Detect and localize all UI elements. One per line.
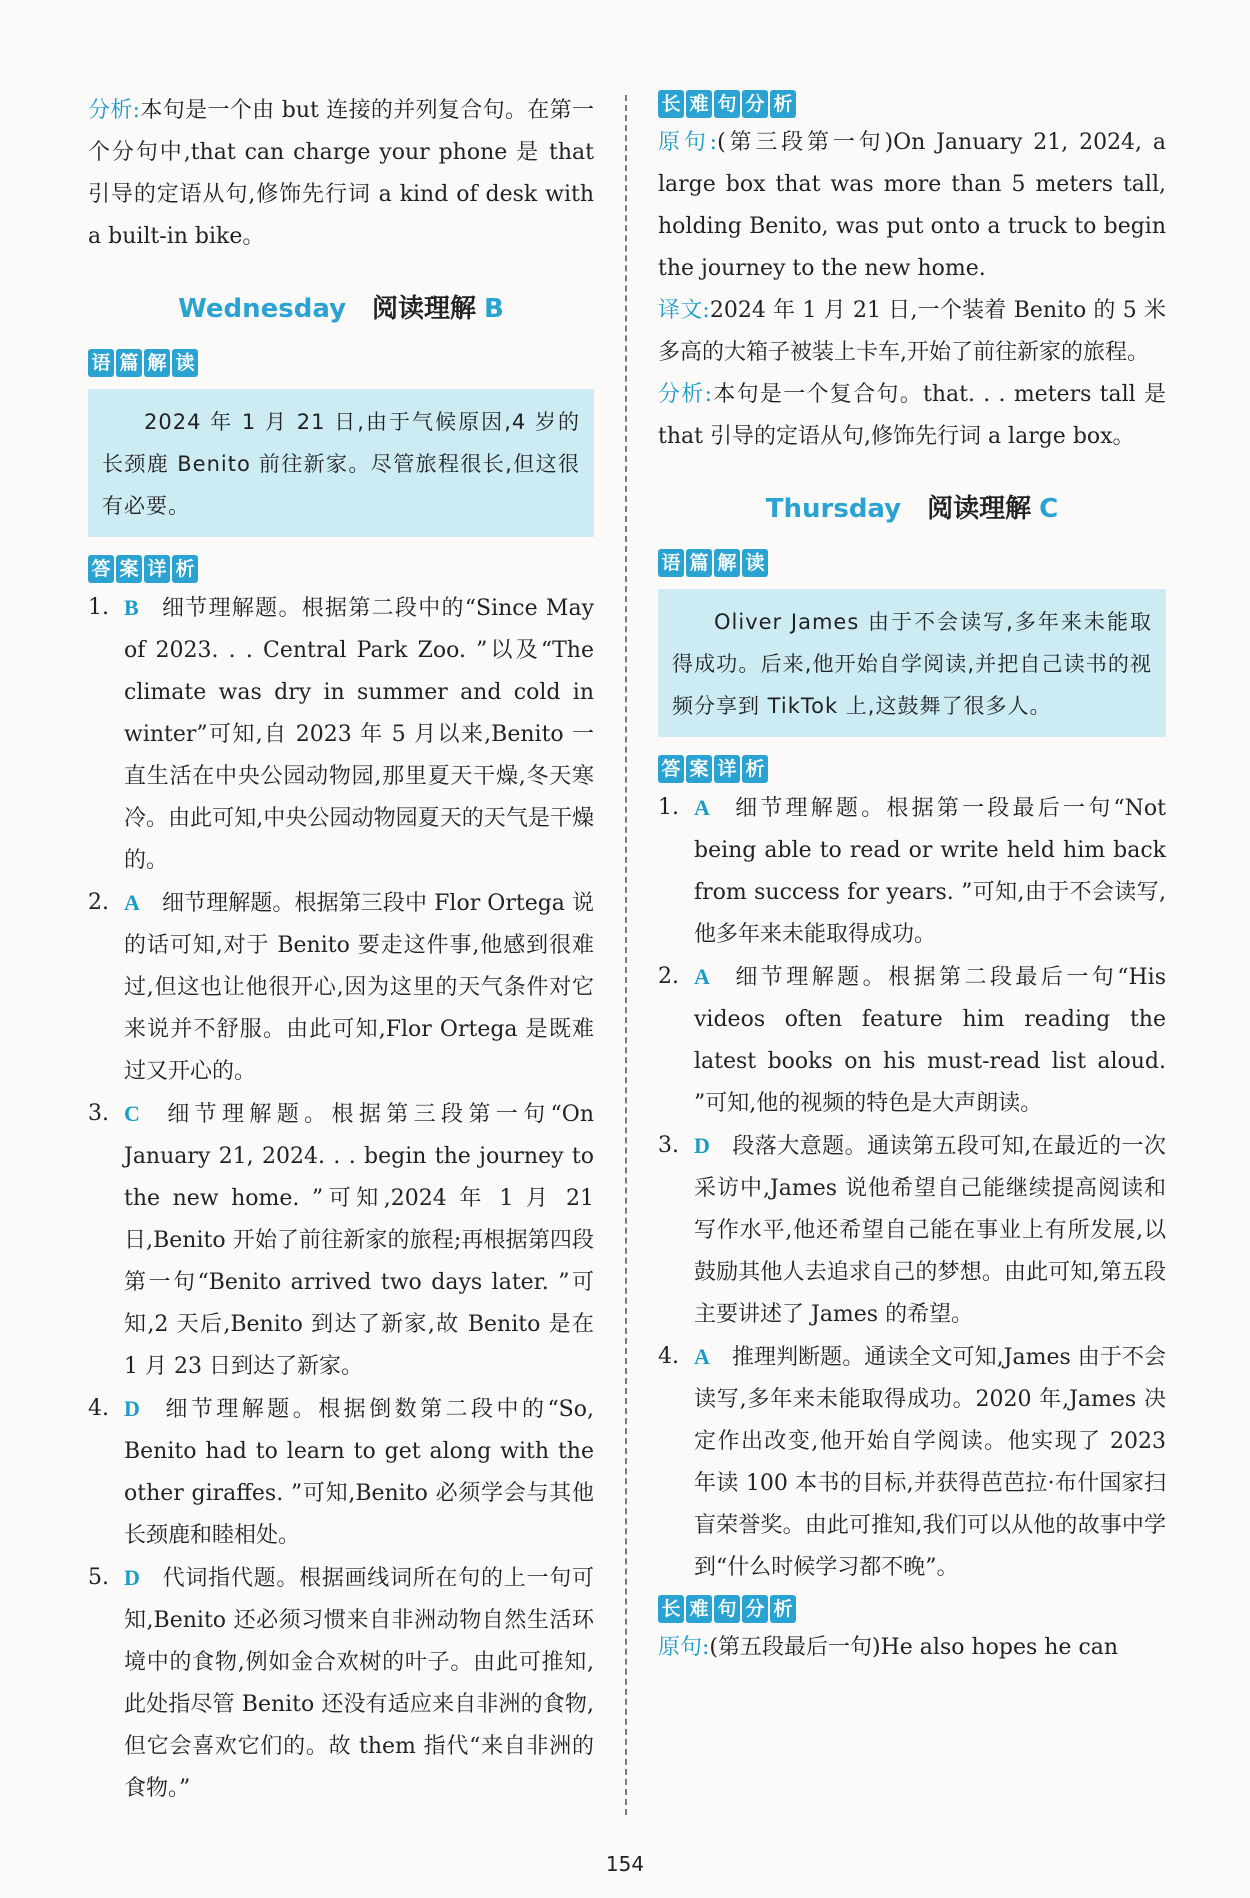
answer-letter: A bbox=[124, 890, 140, 915]
tag-char: 句 bbox=[714, 90, 740, 118]
intro-text: 本句是一个由 but 连接的并列复合句。在第一个分句中,that can charge your phone 是 that 引导的定语从句,修饰先行词 a kind of desk with a built-in bike。 bbox=[88, 98, 594, 249]
tag-char: 难 bbox=[686, 1595, 712, 1623]
explanation-text: 细节理解题。根据倒数第二段中的“So, Benito had to learn to get along with the other giraffes. ”可知,Benito 必须学会与其他长颈鹿和睦相处。 bbox=[124, 1397, 594, 1548]
answer-letter: D bbox=[124, 1396, 140, 1421]
tag-char: 详 bbox=[714, 755, 740, 783]
question-item bbox=[658, 1336, 1166, 1589]
answer-letter: A bbox=[694, 964, 710, 989]
orig-text: (第三段第一句)On January 21, 2024, a large box that was more than 5 meters tall, holding Benito, was put onto a truck to begin the journey to the new home. bbox=[658, 130, 1166, 281]
explanation-text: 细节理解题。根据第二段中的“Since May of 2023. . . Central Park Zoo. ”以及“The climate was dry in summer and cold in winter”可知,自 2023 年 5 月以来,Benito 一直生活在中央公园动物园,那里夏天干燥,冬天寒冷。由此可知,中央公园动物园夏天的天气是干燥的。 bbox=[124, 596, 594, 873]
long-sentence-tag-2 bbox=[658, 1595, 796, 1623]
heading-letter: B bbox=[484, 294, 504, 324]
tag-char: 语 bbox=[88, 349, 114, 377]
tag-char: 析 bbox=[770, 90, 796, 118]
answer-letter: B bbox=[124, 595, 139, 620]
summary-text: 2024 年 1 月 21 日,由于气候原因,4 岁的长颈鹿 Benito 前往新家。尽管旅程很长,但这很有必要。 bbox=[102, 410, 580, 518]
question-number: 3. bbox=[88, 1101, 109, 1126]
tag-char: 长 bbox=[658, 90, 684, 118]
explanation-text: 细节理解题。根据第二段最后一句“His videos often feature him reading the latest books on his must-read list aloud. ”可知,他的视频的特色是大声朗读。 bbox=[694, 965, 1166, 1116]
translation bbox=[658, 290, 1166, 374]
answer-letter: A bbox=[694, 795, 710, 820]
column-divider bbox=[625, 95, 627, 1815]
tag-char: 长 bbox=[658, 1595, 684, 1623]
tag-char: 案 bbox=[116, 555, 142, 583]
answers-tag bbox=[88, 555, 198, 583]
answer-letter: C bbox=[124, 1101, 140, 1126]
section-heading-wednesday bbox=[88, 288, 594, 325]
page-number: 154 bbox=[605, 1852, 645, 1876]
question-item bbox=[658, 956, 1166, 1125]
tag-char: 案 bbox=[686, 755, 712, 783]
tag-char: 答 bbox=[88, 555, 114, 583]
heading-title: 阅读理解 bbox=[927, 494, 1032, 524]
section-heading-thursday bbox=[658, 488, 1166, 525]
tag-char: 句 bbox=[714, 1595, 740, 1623]
tag-char: 篇 bbox=[686, 549, 712, 577]
question-item bbox=[658, 787, 1166, 956]
question-number: 2. bbox=[88, 890, 109, 915]
summary-tag bbox=[88, 349, 198, 377]
summary-tag bbox=[658, 549, 768, 577]
right-column bbox=[658, 90, 1166, 1669]
question-number: 4. bbox=[88, 1396, 109, 1421]
trans-text: 2024 年 1 月 21 日,一个装着 Benito 的 5 米多高的大箱子被装上卡车,开始了前往新家的旅程。 bbox=[658, 298, 1166, 365]
orig2-label: 原句: bbox=[658, 1635, 710, 1660]
answer-letter: D bbox=[694, 1133, 710, 1158]
tag-char: 析 bbox=[172, 555, 198, 583]
explanation-text: 段落大意题。通读第五段可知,在最近的一次采访中,James 说他希望自己能继续提高阅读和写作水平,他还希望自己能在事业上有所发展,以鼓励其他人去追求自己的梦想。由此可知,第五段主要讲述了 James 的希望。 bbox=[694, 1134, 1166, 1327]
intro-label: 分析: bbox=[88, 98, 141, 123]
tag-char: 解 bbox=[714, 549, 740, 577]
intro-analysis bbox=[88, 90, 594, 258]
original-sentence-2 bbox=[658, 1627, 1166, 1669]
ana-label: 分析: bbox=[658, 382, 713, 407]
question-number: 3. bbox=[658, 1133, 679, 1158]
tag-char: 读 bbox=[742, 549, 768, 577]
tag-char: 读 bbox=[172, 349, 198, 377]
question-item bbox=[88, 1093, 594, 1388]
trans-label: 译文: bbox=[658, 298, 710, 323]
heading-day: Thursday bbox=[765, 494, 902, 524]
explanation-text: 推理判断题。通读全文可知,James 由于不会读写,多年来未能取得成功。2020 年,James 决定作出改变,他开始自学阅读。他实现了 2023 年读 100 本书的目标,并获得芭芭拉·布什国家扫盲荣誉奖。由此可推知,我们可以从他的故事中学到“什么时候学习都不晚”。 bbox=[694, 1345, 1166, 1580]
tag-char: 篇 bbox=[116, 349, 142, 377]
left-column bbox=[88, 90, 594, 1810]
question-number: 4. bbox=[658, 1344, 679, 1369]
heading-day: Wednesday bbox=[178, 294, 347, 324]
explanation-text: 代词指代题。根据画线词所在句的上一句可知,Benito 还必须习惯来自非洲动物自然生活环境中的食物,例如金合欢树的叶子。由此可推知,此处指尽管 Benito 还没有适应来自非洲的食物,但它会喜欢它们的。故 them 指代“来自非洲的食物。” bbox=[124, 1566, 594, 1801]
tag-char: 解 bbox=[144, 349, 170, 377]
question-item bbox=[88, 1388, 594, 1557]
question-item bbox=[88, 882, 594, 1093]
sentence-analysis bbox=[658, 374, 1166, 458]
original-sentence bbox=[658, 122, 1166, 290]
answer-letter: D bbox=[124, 1565, 140, 1590]
heading-letter: C bbox=[1039, 494, 1059, 524]
explanation-text: 细节理解题。根据第一段最后一句“Not being able to read or write held him back from success for years. ”可知,由于不会读写,他多年来未能取得成功。 bbox=[694, 796, 1166, 947]
question-number: 5. bbox=[88, 1565, 109, 1590]
tag-char: 析 bbox=[742, 755, 768, 783]
orig-label: 原句: bbox=[658, 130, 718, 155]
orig2-text: (第五段最后一句)He also hopes he can bbox=[709, 1635, 1119, 1660]
summary-text: Oliver James 由于不会读写,多年来未能取得成功。后来,他开始自学阅读,并把自己读书的视频分享到 TikTok 上,这鼓舞了很多人。 bbox=[672, 610, 1152, 718]
explanation-text: 细节理解题。根据第三段第一句“On January 21, 2024. . . begin the journey to the new home. ”可知,2024 年 1 月 21 日,Benito 开始了前往新家的旅程;再根据第四段第一句“Benito arrived two days later. ”可知,2 天后,Benito 到达了新家,故 Benito 是在 1 月 23 日到达了新家。 bbox=[124, 1102, 594, 1379]
summary-box bbox=[658, 589, 1166, 737]
ana-text: 本句是一个复合句。that. . . meters tall 是 that 引导的定语从句,修饰先行词 a large box。 bbox=[658, 382, 1166, 449]
answers-tag bbox=[658, 755, 768, 783]
question-item bbox=[88, 1557, 594, 1810]
summary-box bbox=[88, 389, 594, 537]
question-number: 1. bbox=[658, 795, 679, 820]
tag-char: 答 bbox=[658, 755, 684, 783]
tag-char: 详 bbox=[144, 555, 170, 583]
question-number: 1. bbox=[88, 595, 109, 620]
answer-letter: A bbox=[694, 1344, 710, 1369]
question-number: 2. bbox=[658, 964, 679, 989]
long-sentence-tag bbox=[658, 90, 796, 118]
question-item bbox=[88, 587, 594, 882]
heading-title: 阅读理解 bbox=[372, 294, 477, 324]
question-item bbox=[658, 1125, 1166, 1336]
tag-char: 分 bbox=[742, 90, 768, 118]
tag-char: 难 bbox=[686, 90, 712, 118]
explanation-text: 细节理解题。根据第三段中 Flor Ortega 说的话可知,对于 Benito 要走这件事,他感到很难过,但这也让他很开心,因为这里的天气条件对它来说并不舒服。由此可知,Flor Ortega 是既难过又开心的。 bbox=[124, 891, 594, 1084]
tag-char: 语 bbox=[658, 549, 684, 577]
tag-char: 分 bbox=[742, 1595, 768, 1623]
tag-char: 析 bbox=[770, 1595, 796, 1623]
